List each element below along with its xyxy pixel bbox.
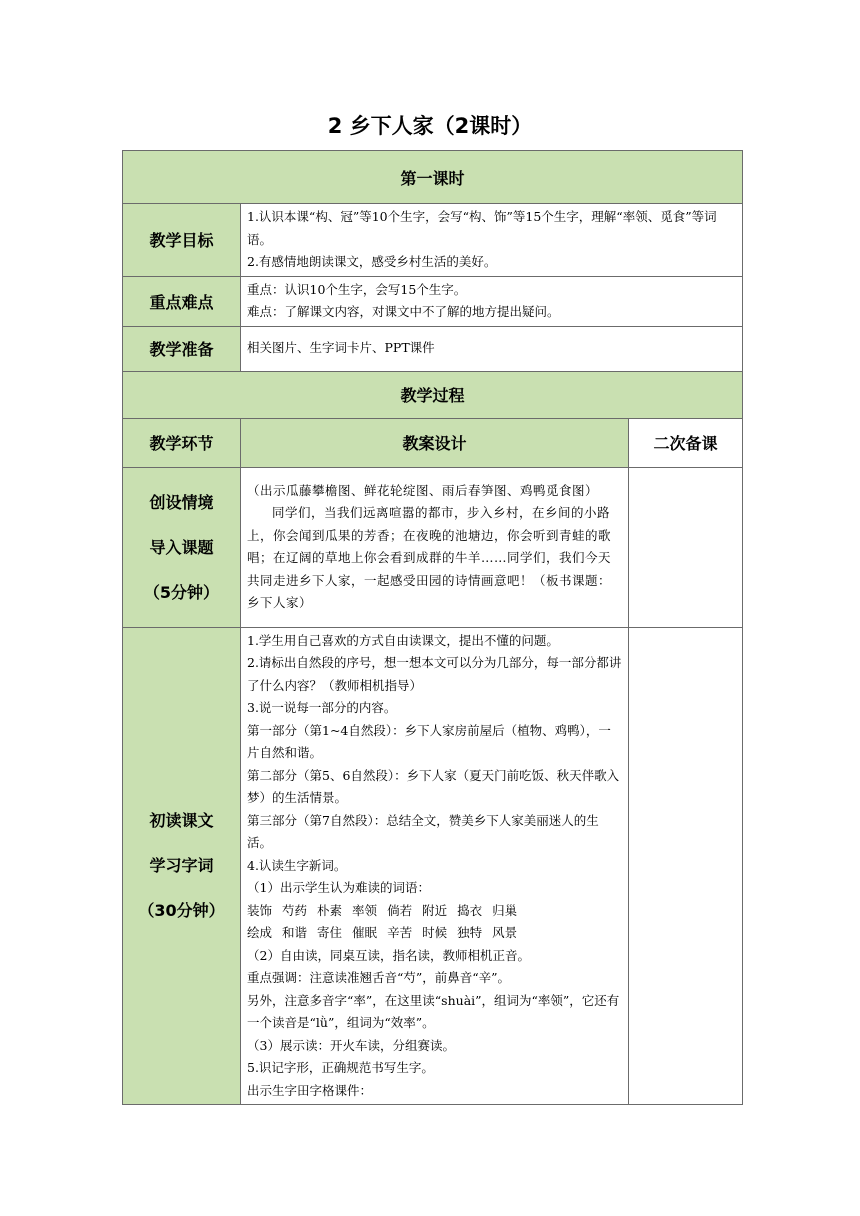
word: 寄住: [317, 925, 343, 940]
preparation-text: 相关图片、生字词卡片、PPT课件: [247, 340, 435, 356]
word: 率领: [352, 902, 378, 918]
page-title: 2 乡下人家（2课时）: [327, 114, 533, 138]
word: 时候: [422, 925, 448, 940]
word: 附近: [422, 902, 448, 918]
stage2-line: 另外，注意多音字“率”，在这里读“shuài”，组词为“率领”，它还有一个读音是“lǜ”，组词为“效率”。: [247, 992, 620, 1030]
stage1-line: （出示瓜藤攀檐图、鲜花轮绽图、雨后春笋图、鸡鸭觅食图）: [247, 482, 599, 498]
stage2-line: 3.说一说每一部分的内容。: [247, 700, 397, 715]
lesson-header-row: [123, 151, 743, 204]
stage2-line: 第一部分（第1~4自然段）：乡下人家房前屋后（植物、鸡鸭），一片自然和谐。: [247, 722, 611, 760]
goals-label: 教学目标: [123, 204, 241, 277]
word: 装饰: [247, 902, 273, 918]
column-design-header: 教案设计: [241, 418, 629, 467]
word: 绘成: [247, 925, 273, 940]
word: 辛苦: [387, 925, 413, 940]
word: 芍药: [282, 902, 308, 918]
stage1-label-line: （5分钟）: [143, 582, 220, 602]
word: 捣衣: [457, 902, 483, 918]
stage2-label-line: （30分钟）: [138, 901, 225, 921]
stage2-line: 5.识记字形，正确规范书写生字。: [247, 1060, 434, 1075]
lesson-plan-table: [122, 150, 743, 1105]
goals-line: 1.认识本课“构、冠”等10个生字，会写“构、饰”等15个生字，理解“率领、觅食”等词语。: [247, 209, 717, 247]
goals-line: 2.有感情地朗读课文，感受乡村生活的美好。: [247, 254, 497, 269]
column-stage-header: 教学环节: [123, 418, 241, 467]
word: 和谐: [282, 925, 308, 940]
stage2-line: 第二部分（第5、6自然段）：乡下人家（夏天门前吃饭、秋天伴歌入梦）的生活情景。: [247, 767, 620, 805]
key-points-line: 难点：了解课文内容，对课文中不了解的地方提出疑问。: [247, 304, 560, 319]
word: 朴素: [317, 902, 343, 918]
process-header: 教学过程: [123, 371, 743, 418]
stage2-line: 第三部分（第7自然段）：总结全文，赞美乡下人家美丽迷人的生活。: [247, 812, 599, 850]
word: 倘若: [387, 902, 413, 918]
stage1-label-line: 创设情境: [149, 492, 214, 512]
word: 风景: [492, 925, 518, 940]
stage1-label-line: 导入课题: [149, 537, 214, 557]
goals-row: [123, 204, 743, 277]
process-header-row: [123, 371, 743, 418]
stage1-content: [241, 467, 629, 627]
goals-content: [241, 204, 743, 277]
word: 归巢: [492, 902, 518, 918]
column-second-header: 二次备课: [629, 418, 743, 467]
key-points-row: [123, 276, 743, 326]
stage2-line: 出示生字田字格课件：: [247, 1082, 373, 1098]
stage2-label: [123, 627, 241, 1105]
word-list-row: [247, 922, 622, 945]
stage1-line: 同学们，当我们远离喧嚣的都市，步入乡村，在乡间的小路上，你会闻到瓜果的芳香；在夜晚的池塘边，你会听到青蛙的歌唱；在辽阔的草地上你会看到成群的牛羊……同学们，我们今天共同走进乡下人家，一起感受田园的诗情画意吧！（板书课题：乡下人家）: [247, 505, 612, 610]
column-header-row: [123, 418, 743, 467]
stage2-second: [629, 627, 743, 1105]
stage2-label-line: 学习字词: [149, 856, 214, 876]
stage2-line: （2）自由读，同桌互读，指名读，教师相机正音。: [247, 947, 530, 963]
stage1-row: [123, 467, 743, 627]
stage1-second: [629, 467, 743, 627]
stage2-row: [123, 627, 743, 1105]
stage2-line: 2.请标出自然段的序号，想一想本文可以分为几部分，每一部分都讲了什么内容？（教师相机指导）: [247, 655, 622, 693]
stage2-label-line: 初读课文: [149, 811, 214, 831]
stage2-line: （1）出示学生认为难读的词语：: [247, 880, 430, 895]
lesson-header: 第一课时: [123, 151, 743, 204]
key-points-line: 重点：认识10个生字，会写15个生字。: [247, 281, 467, 297]
preparation-content: [241, 326, 743, 371]
preparation-row: [123, 326, 743, 371]
stage2-content: [241, 627, 629, 1105]
word: 独特: [457, 925, 483, 940]
preparation-label: 教学准备: [123, 326, 241, 371]
key-points-label: 重点难点: [123, 276, 241, 326]
stage2-line: 重点强调：注意读准翘舌音“芍”，前鼻音“辛”。: [247, 970, 511, 985]
stage2-line: （3）展示读：开火车读，分组赛读。: [247, 1037, 455, 1053]
word-list-row: [247, 900, 622, 923]
key-points-content: [241, 276, 743, 326]
word: 催眠: [352, 925, 378, 940]
stage2-line: 1.学生用自己喜欢的方式自由读课文，提出不懂的问题。: [247, 632, 559, 648]
stage1-label: [123, 467, 241, 627]
stage2-line: 4.认读生字新词。: [247, 857, 347, 873]
